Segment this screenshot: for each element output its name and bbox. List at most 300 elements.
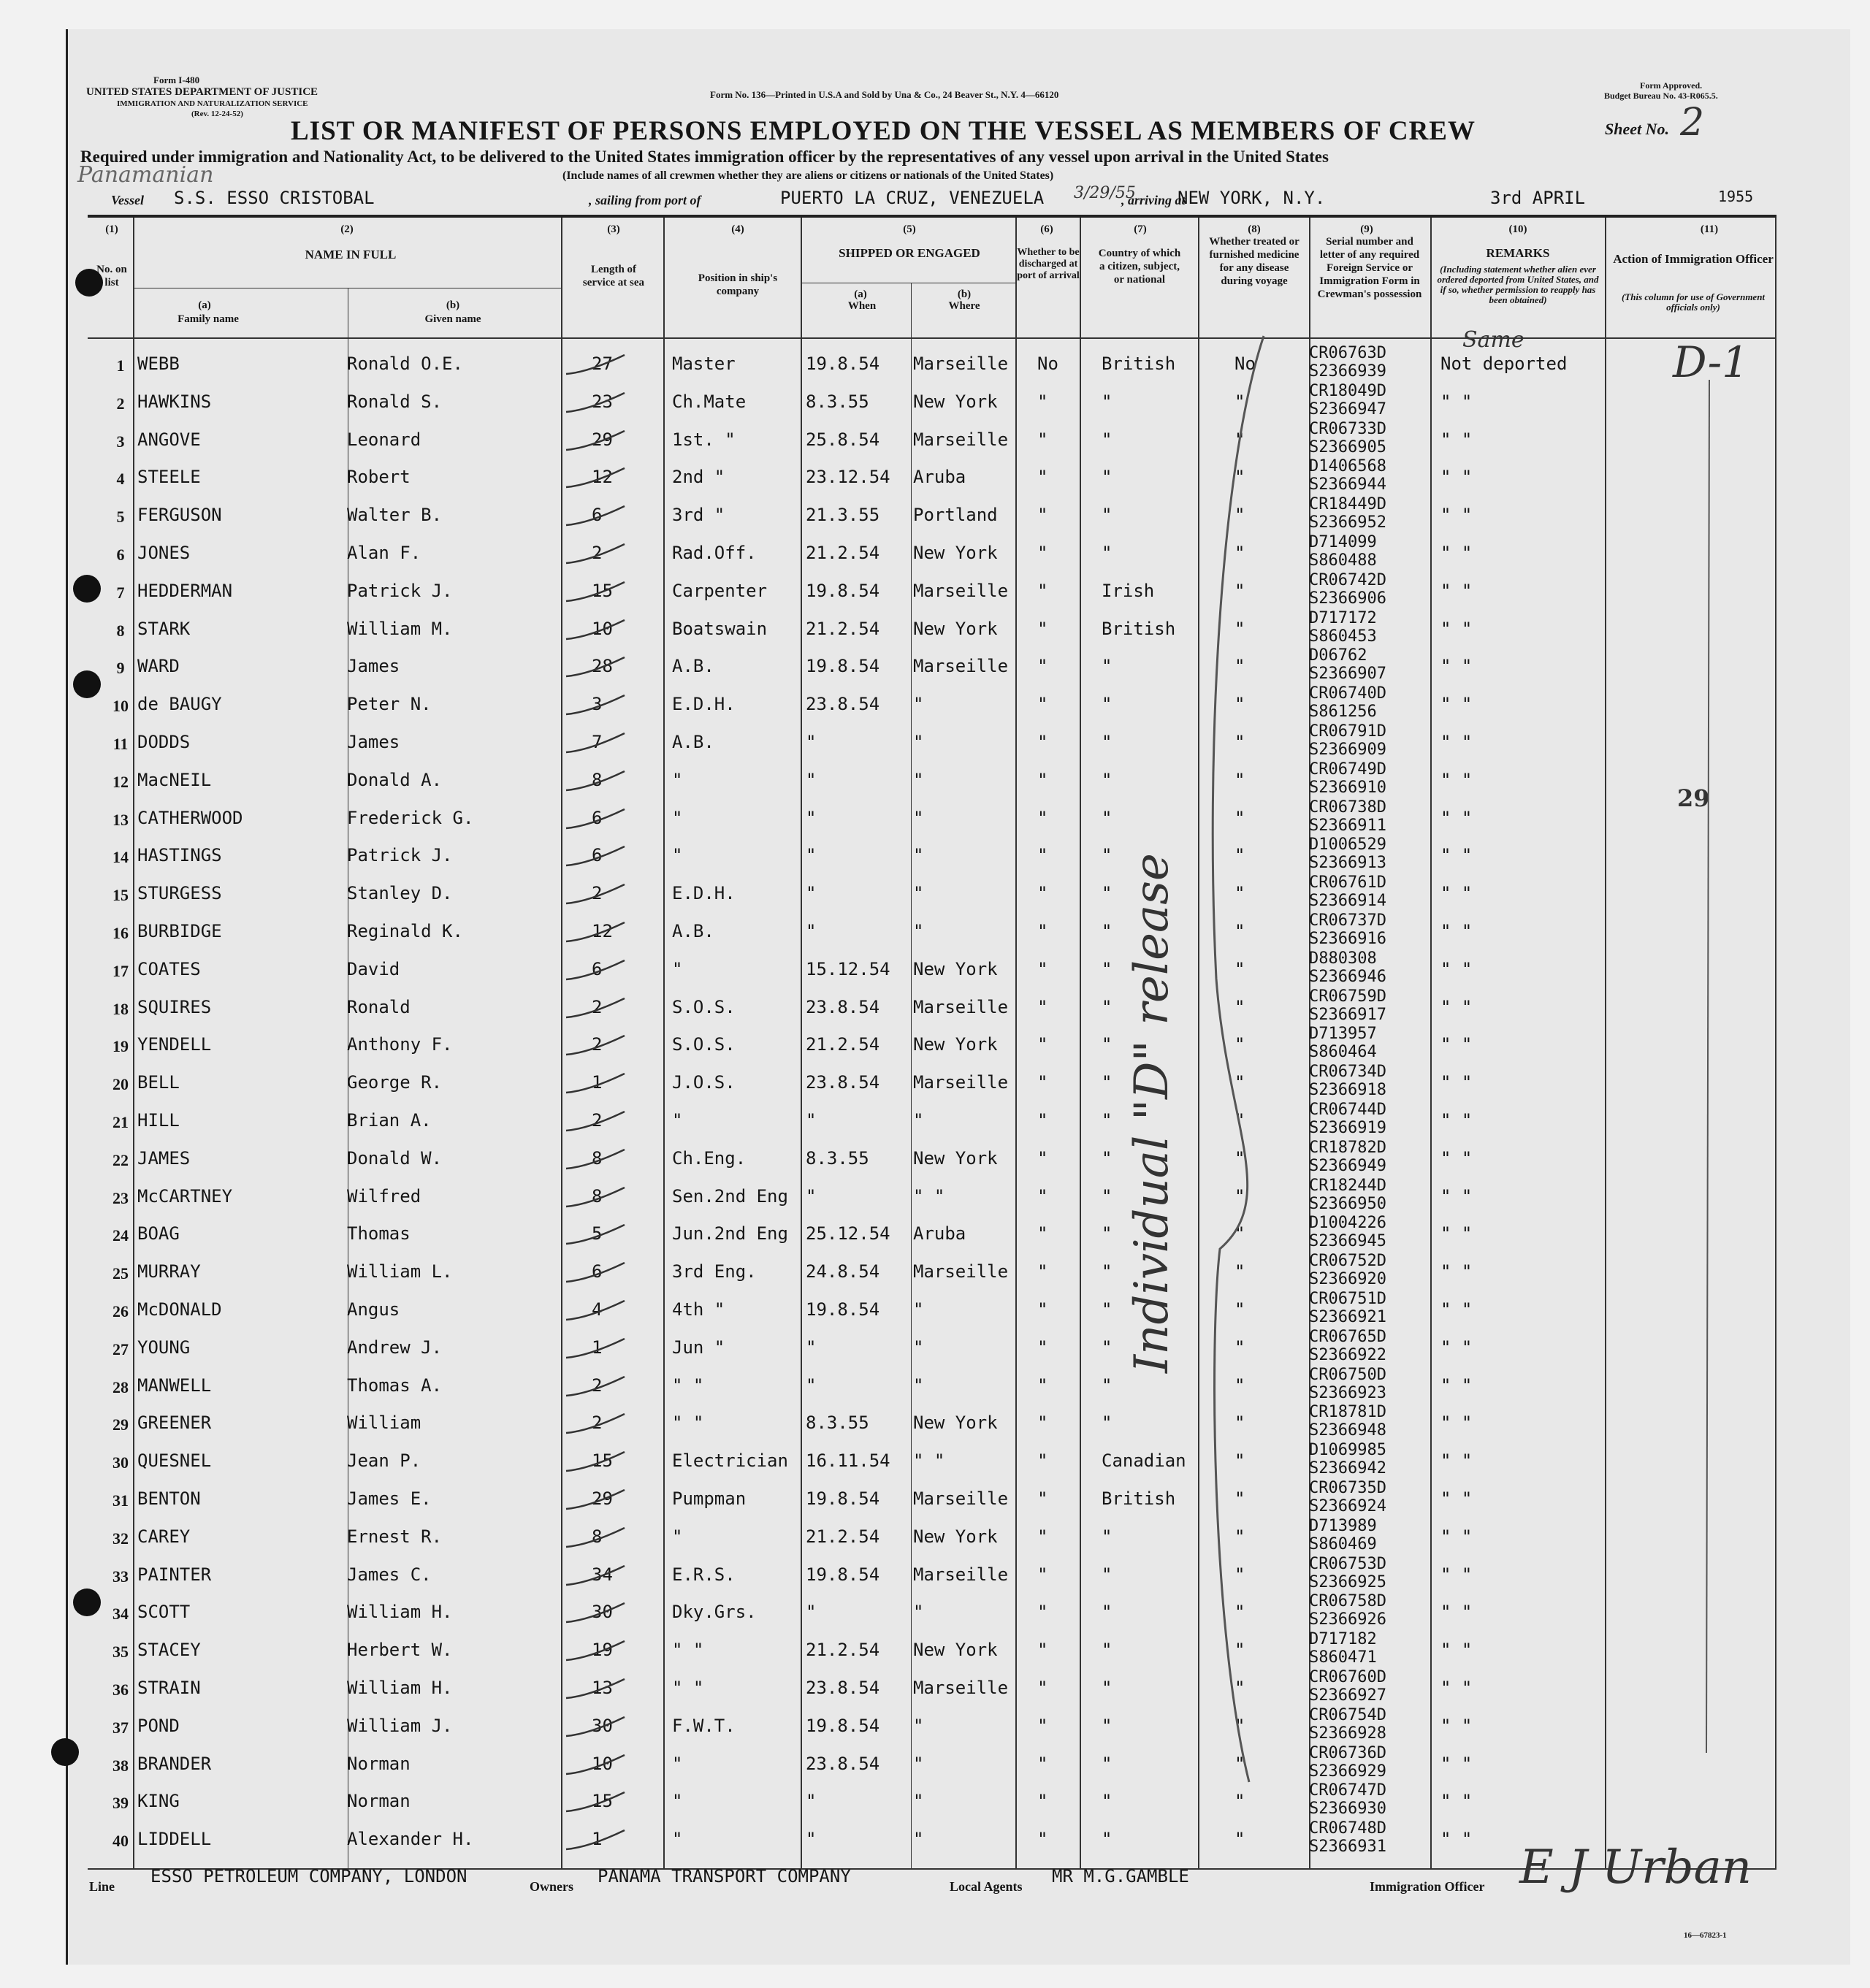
agents-label: Local Agents bbox=[950, 1879, 1023, 1894]
check-mark-icon bbox=[562, 805, 628, 834]
cell-service: 6 bbox=[592, 958, 603, 979]
cell-position: " bbox=[672, 1110, 683, 1131]
cell-remarks: " " bbox=[1440, 1034, 1473, 1055]
cell-remarks: " " bbox=[1440, 769, 1473, 790]
cell-family: QUESNEL bbox=[137, 1450, 212, 1472]
cell-where: " bbox=[913, 1791, 924, 1812]
serial-line-1: CR06740D bbox=[1309, 684, 1386, 703]
cell-service: 28 bbox=[592, 656, 613, 677]
cell-n: 27 bbox=[112, 1339, 129, 1358]
cell-position: " " bbox=[672, 1375, 704, 1396]
cell-remarks: " " bbox=[1440, 1299, 1473, 1320]
cell-discharge: " bbox=[1037, 543, 1048, 563]
cell-service: 19 bbox=[592, 1640, 613, 1661]
cell-service: 2 bbox=[592, 1375, 603, 1396]
cell-position: J.O.S. bbox=[672, 1072, 736, 1093]
table-row bbox=[88, 1743, 1775, 1787]
cell-given: William bbox=[347, 1412, 421, 1434]
cell-country: " bbox=[1102, 845, 1113, 866]
action-vertical-line bbox=[1702, 380, 1717, 1767]
col7-num: (7) bbox=[1134, 223, 1147, 235]
check-mark-icon bbox=[562, 1334, 628, 1364]
table-row bbox=[88, 1025, 1775, 1068]
check-mark-icon bbox=[562, 691, 628, 720]
cell-given: Ronald O.E. bbox=[347, 353, 463, 374]
owners-label: Owners bbox=[530, 1879, 573, 1894]
cell-remarks: " " bbox=[1440, 883, 1473, 904]
serial-line-1: CR06742D bbox=[1309, 570, 1386, 589]
col5b-label: Where bbox=[948, 300, 980, 312]
check-mark-icon bbox=[562, 653, 628, 682]
cell-service: 8 bbox=[592, 1526, 603, 1547]
check-mark-icon bbox=[562, 1183, 628, 1212]
cell-n: 7 bbox=[116, 583, 125, 602]
serial-line-2: S2366913 bbox=[1309, 854, 1386, 873]
cell-remarks: " " bbox=[1440, 1375, 1473, 1396]
cell-given: Brian A. bbox=[347, 1110, 432, 1131]
cell-position: F.W.T. bbox=[672, 1715, 736, 1736]
cell-discharge: " bbox=[1037, 1034, 1048, 1055]
arrival-year: 1955 bbox=[1718, 188, 1754, 205]
cell-position: Jun " bbox=[672, 1337, 725, 1358]
cell-service: 7 bbox=[592, 732, 603, 752]
vessel-name: S.S. ESSO CRISTOBAL bbox=[174, 188, 375, 208]
cell-remarks: " " bbox=[1440, 1602, 1473, 1623]
serial-line-2: S860471 bbox=[1309, 1648, 1377, 1667]
cell-position: " bbox=[672, 845, 683, 866]
cell-family: CAREY bbox=[137, 1526, 191, 1547]
serial-line-1: CR18781D bbox=[1309, 1403, 1386, 1422]
cell-discharge: " bbox=[1037, 1299, 1048, 1320]
cell-serial bbox=[1309, 1744, 1386, 1781]
serial-line-2: S2366947 bbox=[1309, 399, 1386, 418]
cell-discharge: " bbox=[1037, 1110, 1048, 1131]
cell-discharge: " bbox=[1037, 769, 1048, 790]
cell-position: S.O.S. bbox=[672, 1034, 736, 1055]
cell-serial bbox=[1309, 1366, 1386, 1402]
table-row bbox=[88, 1516, 1775, 1560]
cell-country: " bbox=[1102, 391, 1113, 412]
cell-given: Alan F. bbox=[347, 543, 421, 563]
cell-position: Ch.Eng. bbox=[672, 1147, 747, 1169]
cell-treated: " bbox=[1234, 1110, 1245, 1131]
cell-service: 2 bbox=[592, 996, 603, 1017]
cell-remarks: " " bbox=[1440, 429, 1473, 450]
cell-where: New York bbox=[913, 618, 998, 639]
cell-service: 12 bbox=[592, 921, 613, 941]
cell-country: " bbox=[1102, 1829, 1113, 1850]
cell-remarks: " " bbox=[1440, 996, 1473, 1017]
department: UNITED STATES DEPARTMENT OF JUSTICE bbox=[86, 86, 318, 98]
port-to: NEW YORK, N.Y. bbox=[1178, 188, 1326, 208]
cell-service: 6 bbox=[592, 1261, 603, 1282]
cell-where: " bbox=[913, 1110, 924, 1131]
cell-discharge: " bbox=[1037, 1261, 1048, 1282]
cell-service: 6 bbox=[592, 505, 603, 526]
table-row bbox=[88, 1592, 1775, 1635]
cell-remarks: " " bbox=[1440, 1337, 1473, 1358]
cell-when: 21.2.54 bbox=[806, 1640, 880, 1661]
cell-treated: " bbox=[1234, 391, 1245, 412]
cell-service: 6 bbox=[592, 807, 603, 828]
cell-remarks: " " bbox=[1440, 921, 1473, 941]
serial-line-2: S2366923 bbox=[1309, 1383, 1386, 1402]
cell-n: 3 bbox=[116, 432, 125, 451]
cell-treated: " bbox=[1234, 845, 1245, 866]
printer-line: Form No. 136—Printed in U.S.A and Sold by Una & Co., 24 Beaver St., N.Y. 4—66120 bbox=[710, 89, 1059, 100]
cell-discharge: " bbox=[1037, 807, 1048, 828]
table-row bbox=[88, 1554, 1775, 1598]
check-mark-icon bbox=[562, 1524, 628, 1553]
cell-given: William J. bbox=[347, 1715, 453, 1736]
cell-given: Stanley D. bbox=[347, 883, 453, 904]
serial-line-1: CR18244D bbox=[1309, 1176, 1386, 1195]
serial-line-1: CR06759D bbox=[1309, 987, 1386, 1006]
cell-discharge: " bbox=[1037, 1412, 1048, 1434]
cell-discharge: " bbox=[1037, 996, 1048, 1017]
cell-service: 2 bbox=[592, 1034, 603, 1055]
cell-treated: " bbox=[1234, 1564, 1245, 1585]
cell-country: " bbox=[1102, 1223, 1113, 1245]
cell-position: " bbox=[672, 1829, 683, 1850]
cell-remarks: " " bbox=[1440, 732, 1473, 752]
cell-discharge: " bbox=[1037, 1337, 1048, 1358]
col6-num: (6) bbox=[1040, 223, 1053, 235]
cell-serial bbox=[1309, 1781, 1386, 1818]
cell-treated: " bbox=[1234, 580, 1245, 601]
cell-country: " bbox=[1102, 1072, 1113, 1093]
cell-service: 5 bbox=[592, 1223, 603, 1245]
cell-remarks: " " bbox=[1440, 391, 1473, 412]
page-title: LIST OR MANIFEST OF PERSONS EMPLOYED ON THE VESSEL AS MEMBERS OF CREW bbox=[291, 116, 1476, 146]
check-mark-icon bbox=[562, 1826, 628, 1855]
cell-n: 34 bbox=[112, 1605, 129, 1624]
cell-treated: " bbox=[1234, 1034, 1245, 1055]
cell-treated: " bbox=[1234, 656, 1245, 677]
col9-label: Serial number and letter of any required Foreign Service or Immigration Form in Crewman's possession bbox=[1317, 236, 1422, 300]
cell-service: 27 bbox=[592, 353, 613, 374]
port-from: PUERTO LA CRUZ, VENEZUELA bbox=[780, 188, 1045, 208]
cell-given: George R. bbox=[347, 1072, 443, 1093]
handwritten-brace bbox=[1191, 321, 1293, 1855]
cell-serial bbox=[1309, 684, 1386, 721]
cell-serial bbox=[1309, 1214, 1386, 1250]
serial-line-1: CR06750D bbox=[1309, 1365, 1386, 1384]
serial-line-2: S2366926 bbox=[1309, 1610, 1386, 1629]
col10-label: REMARKS bbox=[1486, 246, 1550, 260]
cell-country: British bbox=[1102, 353, 1176, 374]
cell-position: Electrician bbox=[672, 1450, 788, 1472]
check-mark-icon bbox=[562, 1561, 628, 1591]
check-mark-icon bbox=[562, 1486, 628, 1515]
cell-n: 31 bbox=[112, 1491, 129, 1510]
cell-treated: No bbox=[1234, 353, 1256, 374]
col2b-num: (b) bbox=[446, 299, 460, 311]
action-annotation: D-1 bbox=[1673, 337, 1749, 387]
cell-family: MANWELL bbox=[137, 1375, 212, 1396]
cell-country: " bbox=[1102, 694, 1113, 715]
cell-treated: " bbox=[1234, 1526, 1245, 1547]
cell-n: 21 bbox=[112, 1113, 129, 1131]
col2-label: NAME IN FULL bbox=[305, 248, 397, 261]
serial-line-1: CR06735D bbox=[1309, 1479, 1386, 1497]
cell-n: 26 bbox=[112, 1302, 129, 1320]
cell-service: 1 bbox=[592, 1072, 603, 1093]
check-mark-icon bbox=[562, 1637, 628, 1666]
cell-treated: " bbox=[1234, 429, 1245, 450]
cell-n: 24 bbox=[112, 1226, 129, 1245]
cell-treated: " bbox=[1234, 1450, 1245, 1472]
cell-n: 6 bbox=[116, 546, 125, 564]
cell-n: 10 bbox=[112, 697, 129, 716]
col8-label: Whether treated or furnished medicine for any disease during voyage bbox=[1209, 236, 1300, 287]
cell-when: 19.8.54 bbox=[806, 1715, 880, 1736]
serial-line-2: S2366928 bbox=[1309, 1724, 1386, 1743]
col11-note: (This column for use of Government officials only) bbox=[1621, 291, 1766, 313]
cell-country: " bbox=[1102, 1034, 1113, 1055]
cell-n: 38 bbox=[112, 1756, 129, 1775]
table-row bbox=[88, 344, 1775, 387]
cell-family: YENDELL bbox=[137, 1034, 212, 1055]
cell-service: 30 bbox=[592, 1602, 613, 1623]
cell-treated: " bbox=[1234, 694, 1245, 715]
cell-given: William H. bbox=[347, 1602, 453, 1623]
cell-when: 23.8.54 bbox=[806, 1072, 880, 1093]
cell-n: 18 bbox=[112, 999, 129, 1018]
cell-discharge: " bbox=[1037, 1185, 1048, 1207]
cell-treated: " bbox=[1234, 1753, 1245, 1774]
cell-n: 2 bbox=[116, 394, 125, 413]
cell-where: Marseille bbox=[913, 1564, 1009, 1585]
cell-when: 19.8.54 bbox=[806, 353, 880, 374]
cell-family: DODDS bbox=[137, 732, 191, 752]
cell-where: Marseille bbox=[913, 1072, 1009, 1093]
cell-when: " bbox=[806, 845, 817, 866]
cell-given: William L. bbox=[347, 1261, 453, 1282]
cell-serial bbox=[1309, 760, 1386, 797]
cell-serial bbox=[1309, 344, 1386, 381]
line-label: Line bbox=[89, 1879, 115, 1894]
cell-family: LIDDELL bbox=[137, 1829, 212, 1850]
cell-treated: " bbox=[1234, 1640, 1245, 1661]
cell-where: Marseille bbox=[913, 1488, 1009, 1509]
check-mark-icon bbox=[562, 842, 628, 871]
serial-line-2: S2366949 bbox=[1309, 1156, 1386, 1175]
serial-line-2: S2366907 bbox=[1309, 665, 1386, 684]
cell-family: STARK bbox=[137, 618, 191, 639]
check-mark-icon bbox=[562, 1069, 628, 1098]
cell-remarks: Not deported bbox=[1440, 353, 1568, 374]
cell-remarks: " " bbox=[1440, 1640, 1473, 1661]
cell-country: " bbox=[1102, 1337, 1113, 1358]
cell-family: STRAIN bbox=[137, 1678, 201, 1698]
cell-when: 8.3.55 bbox=[806, 1412, 869, 1434]
cell-treated: " bbox=[1234, 1337, 1245, 1358]
include-line: (Include names of all crewmen whether they are aliens or citizens or nationals of the United States) bbox=[562, 169, 1054, 182]
serial-line-1: CR06748D bbox=[1309, 1819, 1386, 1838]
cell-discharge: " bbox=[1037, 580, 1048, 601]
cell-where: " bbox=[913, 1602, 924, 1623]
serial-line-2: S2366909 bbox=[1309, 741, 1386, 759]
cell-serial bbox=[1309, 1555, 1386, 1591]
table-row bbox=[88, 570, 1775, 614]
cell-remarks: " " bbox=[1440, 1678, 1473, 1698]
cell-when: 24.8.54 bbox=[806, 1261, 880, 1282]
cell-discharge: " bbox=[1037, 1678, 1048, 1698]
cell-n: 9 bbox=[116, 659, 125, 678]
cell-service: 1 bbox=[592, 1337, 603, 1358]
cell-treated: " bbox=[1234, 807, 1245, 828]
check-mark-icon bbox=[562, 880, 628, 909]
cell-country: British bbox=[1102, 1488, 1176, 1509]
cell-given: Patrick J. bbox=[347, 580, 453, 601]
cell-family: BELL bbox=[137, 1072, 180, 1093]
serial-line-2: S2366946 bbox=[1309, 967, 1386, 986]
cell-when: 21.2.54 bbox=[806, 1034, 880, 1055]
col5b-num: (b) bbox=[957, 288, 972, 300]
cell-when: " bbox=[806, 1829, 817, 1850]
remarks-handwriting: Same bbox=[1462, 327, 1524, 353]
cell-given: Norman bbox=[347, 1753, 411, 1774]
table-row bbox=[88, 381, 1775, 425]
cell-given: Wilfred bbox=[347, 1185, 421, 1207]
cell-service: 8 bbox=[592, 1147, 603, 1169]
cell-discharge: " bbox=[1037, 1640, 1048, 1661]
cell-n: 5 bbox=[116, 508, 125, 527]
cell-when: " bbox=[806, 883, 817, 904]
check-mark-icon bbox=[562, 1296, 628, 1326]
cell-discharge: " bbox=[1037, 1564, 1048, 1585]
cell-family: SQUIRES bbox=[137, 996, 212, 1017]
serial-line-1: CR06753D bbox=[1309, 1554, 1386, 1573]
col1-label: No. on list bbox=[96, 264, 127, 288]
cell-n: 30 bbox=[112, 1453, 129, 1472]
cell-position: A.B. bbox=[672, 732, 714, 752]
cell-given: James bbox=[347, 732, 400, 752]
cell-where: " bbox=[913, 921, 924, 941]
cell-service: 29 bbox=[592, 429, 613, 450]
serial-line-1: CR06761D bbox=[1309, 873, 1386, 892]
cell-country: " bbox=[1102, 1753, 1113, 1774]
cell-country: " bbox=[1102, 921, 1113, 941]
cell-remarks: " " bbox=[1440, 845, 1473, 866]
cell-service: 15 bbox=[592, 1791, 613, 1812]
cell-position: Rad.Off. bbox=[672, 543, 757, 563]
cell-remarks: " " bbox=[1440, 1110, 1473, 1131]
date-note: 3/29/55 bbox=[1074, 184, 1136, 202]
cell-family: POND bbox=[137, 1715, 180, 1736]
col6-label: Whether to be discharged at port of arrival bbox=[1017, 247, 1080, 281]
cell-service: 2 bbox=[592, 883, 603, 904]
serial-line-1: CR06752D bbox=[1309, 1252, 1386, 1271]
cell-n: 14 bbox=[112, 848, 129, 867]
cell-given: Norman bbox=[347, 1791, 411, 1812]
serial-line-2: S2366906 bbox=[1309, 589, 1386, 608]
cell-treated: " bbox=[1234, 543, 1245, 563]
cell-country: " bbox=[1102, 1185, 1113, 1207]
cell-treated: " bbox=[1234, 1223, 1245, 1245]
table-row bbox=[88, 1403, 1775, 1446]
table-row bbox=[88, 1063, 1775, 1106]
serial-line-1: CR18449D bbox=[1309, 495, 1386, 514]
serial-line-2: S2366911 bbox=[1309, 816, 1386, 835]
cell-where: Marseille bbox=[913, 353, 1009, 374]
cell-discharge: " bbox=[1037, 732, 1048, 752]
cell-family: WARD bbox=[137, 656, 180, 677]
cell-service: 15 bbox=[592, 580, 613, 601]
cell-discharge: " bbox=[1037, 1602, 1048, 1623]
cell-service: 10 bbox=[592, 618, 613, 639]
cell-given: Herbert W. bbox=[347, 1640, 453, 1661]
serial-line-1: CR06733D bbox=[1309, 419, 1386, 438]
cell-position: " " bbox=[672, 1678, 704, 1698]
cell-position: E.D.H. bbox=[672, 694, 736, 715]
cell-given: David bbox=[347, 958, 400, 979]
table-row bbox=[88, 722, 1775, 765]
serial-line-1: D717172 bbox=[1309, 608, 1377, 627]
table-row bbox=[88, 1176, 1775, 1220]
cell-treated: " bbox=[1234, 1412, 1245, 1434]
cell-serial bbox=[1309, 1517, 1377, 1553]
col5-label: SHIPPED OR ENGAGED bbox=[839, 246, 980, 260]
cell-family: YOUNG bbox=[137, 1337, 191, 1358]
cell-country: Irish bbox=[1102, 580, 1155, 601]
cell-country: " bbox=[1102, 467, 1113, 488]
cell-discharge: " bbox=[1037, 505, 1048, 526]
cell-given: Angus bbox=[347, 1299, 400, 1320]
col5-num: (5) bbox=[903, 223, 916, 235]
serial-line-1: CR06749D bbox=[1309, 760, 1386, 779]
cell-family: KING bbox=[137, 1791, 180, 1812]
cell-discharge: " bbox=[1037, 618, 1048, 639]
cell-treated: " bbox=[1234, 1715, 1245, 1736]
cell-service: 2 bbox=[592, 543, 603, 563]
cell-given: Frederick G. bbox=[347, 807, 474, 828]
cell-position: E.D.H. bbox=[672, 883, 736, 904]
check-mark-icon bbox=[562, 1675, 628, 1704]
cell-discharge: " bbox=[1037, 1753, 1048, 1774]
cell-n: 23 bbox=[112, 1188, 129, 1207]
cell-treated: " bbox=[1234, 1299, 1245, 1320]
arrival-date: 3rd APRIL bbox=[1490, 188, 1586, 208]
cell-when: 23.8.54 bbox=[806, 1678, 880, 1698]
serial-line-2: S2366939 bbox=[1309, 362, 1386, 381]
serial-line-2: S860453 bbox=[1309, 627, 1377, 646]
cell-treated: " bbox=[1234, 883, 1245, 904]
serial-line-2: S2366930 bbox=[1309, 1800, 1386, 1819]
col5a-num: (a) bbox=[854, 288, 867, 300]
cell-position: 1st. " bbox=[672, 429, 736, 450]
arriving-label: , arriving at bbox=[1121, 193, 1186, 207]
cell-discharge: " bbox=[1037, 694, 1048, 715]
cell-n: 36 bbox=[112, 1681, 129, 1699]
serial-line-2: S2366914 bbox=[1309, 892, 1386, 911]
serial-line-2: S2366925 bbox=[1309, 1572, 1386, 1591]
cell-when: 25.8.54 bbox=[806, 429, 880, 450]
col11-label: Action of Immigration Officer bbox=[1613, 252, 1774, 266]
col8-num: (8) bbox=[1248, 223, 1261, 235]
table-row bbox=[88, 949, 1775, 993]
cell-n: 12 bbox=[112, 772, 129, 791]
cell-serial bbox=[1309, 609, 1377, 646]
check-mark-icon bbox=[562, 1220, 628, 1250]
serial-line-1: CR18782D bbox=[1309, 1138, 1386, 1157]
cell-serial bbox=[1309, 382, 1386, 418]
cell-serial bbox=[1309, 722, 1386, 759]
cell-treated: " bbox=[1234, 1147, 1245, 1169]
cell-n: 39 bbox=[112, 1794, 129, 1813]
col4-num: (4) bbox=[731, 223, 744, 235]
